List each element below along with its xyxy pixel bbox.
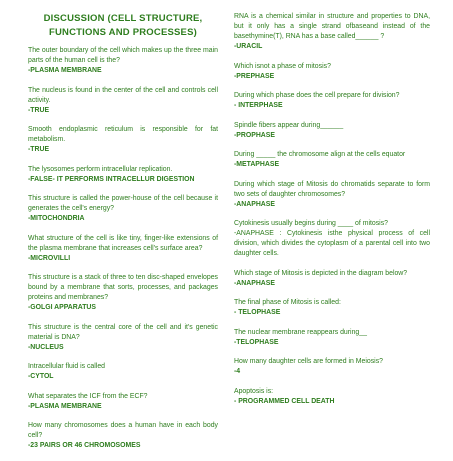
qa-item — [234, 12, 430, 52]
qa-item — [28, 323, 218, 353]
answer-text: -PLASMA MEMBRANE — [28, 402, 102, 410]
question-text: This structure is a stack of three to ten disc-shaped envelopes bound by a membrane that sorts, processes, and packages proteins and membranes? — [28, 274, 218, 301]
answer-text: -PLASMA MEMBRANE — [28, 67, 102, 74]
question-text: The outer boundary of the cell which makes up the three main parts of the human cell is the? — [28, 47, 218, 64]
qa-item — [234, 219, 430, 259]
answer-text: -METAPHASE — [234, 161, 280, 168]
answer-text: -CYTOL — [28, 373, 54, 380]
answer-text: -PROPHASE — [234, 131, 275, 139]
left-qa-list — [28, 46, 218, 451]
question-text: Which stage of Mitosis is depicted in the diagram below? — [234, 269, 408, 277]
question-text: Which isnot a phase of mitosis? — [234, 62, 331, 70]
qa-item — [28, 273, 218, 313]
qa-item — [234, 387, 430, 407]
question-text: How many chromosomes does a human have in each body cell? — [28, 422, 218, 439]
question-text: Intracellular fluid is called — [28, 363, 105, 370]
answer-text: -MITOCHONDRIA — [28, 215, 85, 222]
question-text: During which stage of Mitosis do chromatids separate to form two sets of daughter chromosomes? — [234, 180, 430, 198]
title-line-2: FUNCTIONS AND PROCESSES) — [48, 27, 197, 38]
question-text: Cytokinesis usually begins during ____ of mitosis? -ANAPHASE : Cytokinesis isthe physical process of cell division, which divides the cytoplasm of a parental cell into two daughter cells. — [234, 220, 430, 257]
answer-text: -URACIL — [234, 43, 263, 50]
question-text: What structure of the cell is like tiny, finger-like extensions of the plasma membrane that increases cell's surface area? — [28, 234, 218, 252]
qa-item — [28, 46, 218, 76]
right-qa-list — [234, 12, 430, 407]
question-text: The nucleus is found in the center of the cell and controls cell activity. — [28, 86, 218, 104]
qa-item — [28, 86, 218, 116]
question-text: Spindle fibers appear during______ — [234, 121, 344, 129]
qa-item — [234, 62, 430, 82]
answer-text: -MICROVILLI — [28, 254, 71, 262]
question-text: The final phase of Mitosis is called: — [234, 299, 341, 306]
question-text: What separates the ICF from the ECF? — [28, 392, 148, 400]
answer-text: - TELOPHASE — [234, 309, 281, 316]
qa-item — [28, 194, 218, 224]
qa-item — [234, 328, 430, 348]
question-text: RNA is a chemical similar in structure and properties to DNA, but it only has a single strand ofbaseand instead of the basethymine(T), RNA has a base called______ ? — [234, 13, 430, 40]
qa-item — [28, 165, 218, 185]
answer-text: -NUCLEUS — [28, 343, 64, 351]
title-line-1: DISCUSSION (CELL STRUCTURE, — [43, 13, 203, 24]
qa-item — [234, 269, 430, 289]
question-text: The lysosomes perform intracellular replication. — [28, 165, 173, 173]
qa-item — [28, 125, 218, 155]
qa-item — [234, 121, 430, 141]
question-text: Smooth endoplasmic reticulum is responsible for fat metabolism. — [28, 126, 218, 143]
document-title — [28, 12, 218, 40]
answer-text: -ANAPHASE — [234, 200, 275, 208]
answer-text: -FALSE- IT PERFORMS INTRACELLUR DIGESTION — [28, 175, 195, 183]
answer-text: -TRUE — [28, 106, 50, 114]
answer-text: -GOLGI APPARATUS — [28, 304, 97, 311]
question-text: During _____ the chromosome align at the cells equator — [234, 151, 406, 158]
qa-item — [28, 234, 218, 264]
qa-item — [234, 357, 430, 377]
question-text: The nuclear membrane reappears during__ — [234, 328, 367, 336]
answer-text: - INTERPHASE — [234, 102, 283, 109]
answer-text: -TRUE — [28, 146, 50, 153]
qa-item — [28, 421, 218, 451]
answer-text: -PREPHASE — [234, 72, 275, 80]
question-text: How many daughter cells are formed in Meiosis? — [234, 358, 383, 365]
qa-item — [234, 298, 430, 318]
answer-text: -4 — [234, 368, 241, 375]
qa-item — [28, 392, 218, 412]
question-text: Apoptosis is: — [234, 387, 274, 395]
question-text: During which phase does the cell prepare for division? — [234, 92, 400, 99]
question-text: This structure is called the power-house of the cell because it generates the cell's energy? — [28, 195, 218, 212]
qa-item — [234, 180, 430, 210]
qa-item — [234, 91, 430, 111]
right-column — [234, 12, 430, 416]
qa-item — [28, 362, 218, 382]
answer-text: -ANAPHASE — [234, 279, 275, 287]
left-column — [28, 12, 218, 461]
question-text: This structure is the central core of the cell and it's genetic material is DNA? — [28, 323, 218, 341]
answer-text: -TELOPHASE — [234, 338, 279, 346]
qa-item — [234, 150, 430, 170]
answer-text: - PROGRAMMED CELL DEATH — [234, 397, 335, 405]
answer-text: -23 PAIRS OR 46 CHROMOSOMES — [28, 442, 141, 449]
